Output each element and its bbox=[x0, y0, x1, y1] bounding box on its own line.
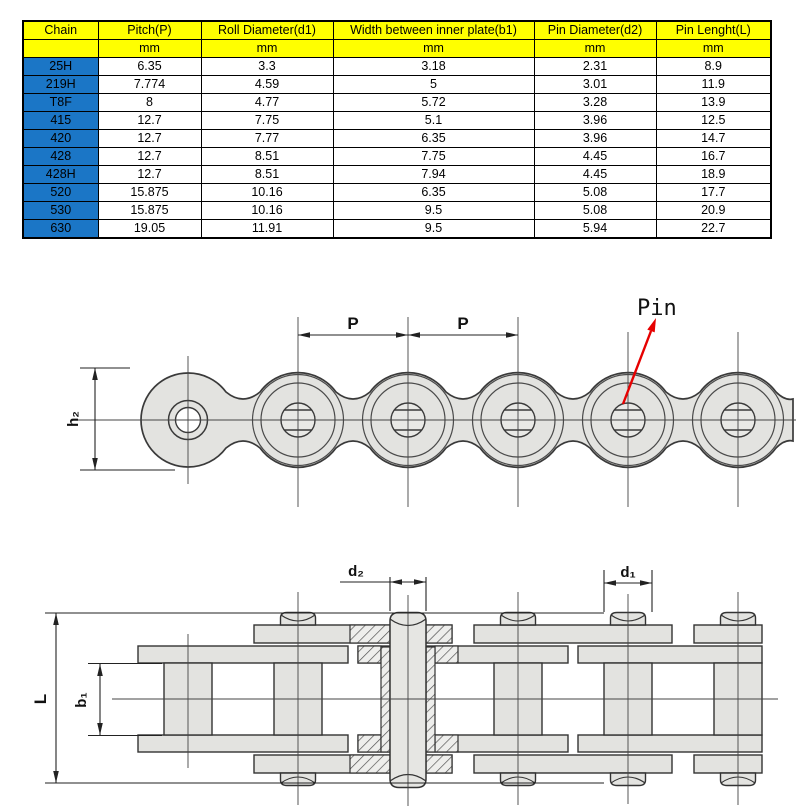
value-cell: 11.91 bbox=[201, 220, 333, 239]
table-row bbox=[23, 220, 771, 239]
value-cell: 12.7 bbox=[98, 112, 201, 130]
value-cell: 4.45 bbox=[534, 166, 656, 184]
value-cell: 8.9 bbox=[656, 58, 771, 76]
table-row bbox=[23, 94, 771, 112]
value-cell: 7.774 bbox=[98, 76, 201, 94]
pin-diameter-label: d₂ bbox=[348, 563, 364, 580]
column-header: Pitch(P) bbox=[98, 21, 201, 40]
table-row bbox=[23, 58, 771, 76]
column-header: mm bbox=[201, 40, 333, 58]
value-cell: 14.7 bbox=[656, 130, 771, 148]
value-cell: 5.1 bbox=[333, 112, 534, 130]
value-cell: 5.08 bbox=[534, 202, 656, 220]
spec-table-head bbox=[23, 21, 771, 58]
table-row bbox=[23, 184, 771, 202]
table-row bbox=[23, 130, 771, 148]
value-cell: 5.08 bbox=[534, 184, 656, 202]
pitch-label-1: P bbox=[347, 314, 359, 333]
pin-length-label: L bbox=[31, 693, 50, 705]
value-cell: 12.5 bbox=[656, 112, 771, 130]
column-header: Pin Lenght(L) bbox=[656, 21, 771, 40]
value-cell: 7.77 bbox=[201, 130, 333, 148]
value-cell: 15.875 bbox=[98, 202, 201, 220]
chain-name-cell: 415 bbox=[23, 112, 98, 130]
pin-diameter-dimension bbox=[340, 577, 426, 611]
value-cell: 7.94 bbox=[333, 166, 534, 184]
table-row bbox=[23, 148, 771, 166]
value-cell: 6.35 bbox=[333, 130, 534, 148]
value-cell: 13.9 bbox=[656, 94, 771, 112]
spec-table-body bbox=[23, 58, 771, 239]
column-header: mm bbox=[333, 40, 534, 58]
value-cell: 3.96 bbox=[534, 130, 656, 148]
table-row bbox=[23, 40, 771, 58]
value-cell: 9.5 bbox=[333, 220, 534, 239]
column-header: mm bbox=[656, 40, 771, 58]
value-cell: 6.35 bbox=[98, 58, 201, 76]
value-cell: 12.7 bbox=[98, 130, 201, 148]
column-header: Chain bbox=[23, 21, 98, 40]
inner-width-label: b₁ bbox=[73, 692, 90, 708]
value-cell: 3.3 bbox=[201, 58, 333, 76]
value-cell: 16.7 bbox=[656, 148, 771, 166]
value-cell: 12.7 bbox=[98, 166, 201, 184]
chain-name-cell: 630 bbox=[23, 220, 98, 239]
table-row bbox=[23, 202, 771, 220]
value-cell: 12.7 bbox=[98, 148, 201, 166]
value-cell: 17.7 bbox=[656, 184, 771, 202]
value-cell: 3.01 bbox=[534, 76, 656, 94]
value-cell: 19.05 bbox=[98, 220, 201, 239]
value-cell: 5.72 bbox=[333, 94, 534, 112]
table-row bbox=[23, 76, 771, 94]
value-cell: 11.9 bbox=[656, 76, 771, 94]
inner-width-dimension bbox=[88, 664, 162, 736]
value-cell: 20.9 bbox=[656, 202, 771, 220]
column-header: mm bbox=[534, 40, 656, 58]
chain-spec-table bbox=[22, 20, 772, 239]
value-cell: 3.18 bbox=[333, 58, 534, 76]
column-header: mm bbox=[98, 40, 201, 58]
column-header: Width between inner plate(b1) bbox=[333, 21, 534, 40]
value-cell: 7.75 bbox=[333, 148, 534, 166]
chain-side-view bbox=[65, 296, 796, 507]
value-cell: 15.875 bbox=[98, 184, 201, 202]
pitch-label-2: P bbox=[457, 314, 469, 333]
table-row bbox=[23, 21, 771, 40]
value-cell: 3.96 bbox=[534, 112, 656, 130]
value-cell: 4.45 bbox=[534, 148, 656, 166]
value-cell: 6.35 bbox=[333, 184, 534, 202]
h2-label: h₂ bbox=[65, 411, 82, 427]
column-header: Roll Diameter(d1) bbox=[201, 21, 333, 40]
chain-name-cell: 428 bbox=[23, 148, 98, 166]
value-cell: 4.59 bbox=[201, 76, 333, 94]
value-cell: 3.28 bbox=[534, 94, 656, 112]
column-header: Pin Diameter(d2) bbox=[534, 21, 656, 40]
value-cell: 22.7 bbox=[656, 220, 771, 239]
value-cell: 9.5 bbox=[333, 202, 534, 220]
value-cell: 2.31 bbox=[534, 58, 656, 76]
value-cell: 4.77 bbox=[201, 94, 333, 112]
chain-name-cell: 530 bbox=[23, 202, 98, 220]
value-cell: 8.51 bbox=[201, 148, 333, 166]
chain-name-cell: 420 bbox=[23, 130, 98, 148]
chain-section-view bbox=[31, 563, 778, 806]
table-row bbox=[23, 166, 771, 184]
pin-callout-label: Pin bbox=[637, 296, 677, 321]
chain-name-cell: T8F bbox=[23, 94, 98, 112]
column-header bbox=[23, 40, 98, 58]
value-cell: 8 bbox=[98, 94, 201, 112]
value-cell: 18.9 bbox=[656, 166, 771, 184]
roller-diameter-label: d₁ bbox=[620, 564, 636, 581]
chain-name-cell: 219H bbox=[23, 76, 98, 94]
chain-name-cell: 25H bbox=[23, 58, 98, 76]
value-cell: 10.16 bbox=[201, 184, 333, 202]
chain-name-cell: 428H bbox=[23, 166, 98, 184]
value-cell: 10.16 bbox=[201, 202, 333, 220]
centerlines-section-view bbox=[112, 592, 778, 806]
value-cell: 7.75 bbox=[201, 112, 333, 130]
table-row bbox=[23, 112, 771, 130]
value-cell: 5.94 bbox=[534, 220, 656, 239]
value-cell: 5 bbox=[333, 76, 534, 94]
chain-name-cell: 520 bbox=[23, 184, 98, 202]
value-cell: 8.51 bbox=[201, 166, 333, 184]
